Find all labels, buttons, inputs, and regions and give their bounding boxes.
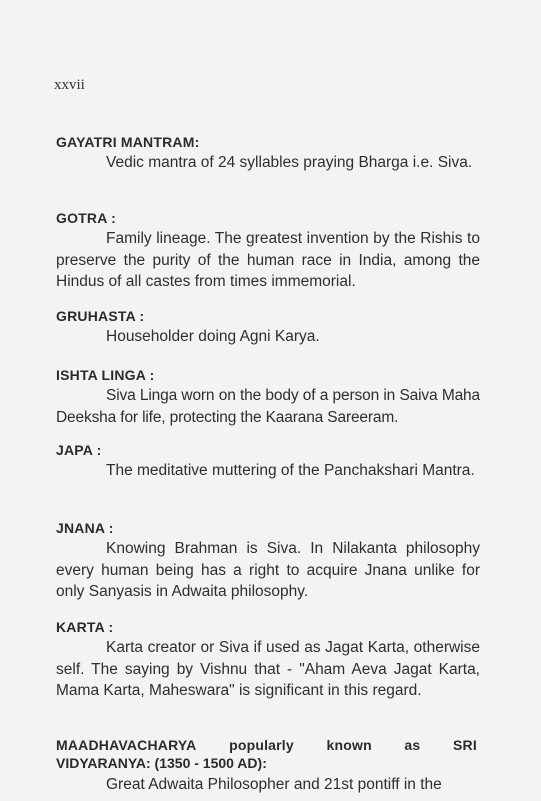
entry-term: JAPA :	[56, 442, 102, 458]
term-word: as	[404, 737, 421, 753]
entry-definition: Householder doing Agni Karya.	[106, 328, 320, 345]
term-word: SRI	[453, 737, 477, 753]
glossary-entry	[56, 442, 480, 482]
glossary-entry	[56, 737, 480, 796]
entry-definition: Vedic mantra of 24 syllables praying Bharga i.e. Siva.	[106, 154, 473, 171]
entry-term: GRUHASTA :	[56, 308, 145, 324]
page-number: xxvii	[54, 77, 85, 93]
term-word: MAADHAVACHARYA	[56, 737, 197, 753]
glossary-entry	[56, 619, 480, 702]
entry-definition: Karta creator or Siva if used as Jagat Karta, otherwise self. The saying by Vishnu that - "Aham Aeva Jagat Karta, Mama Karta, Maheswara" is significant in this regard.	[56, 639, 480, 699]
term-word: popularly	[229, 737, 294, 753]
glossary-entry	[56, 520, 480, 603]
glossary-entry	[56, 134, 480, 174]
entry-term-continued: VIDYARANYA: (1350 - 1500 AD):	[56, 755, 267, 771]
glossary-entry	[56, 308, 480, 348]
glossary-entry	[56, 367, 480, 428]
glossary-entry	[56, 210, 480, 293]
entry-definition: Family lineage. The greatest invention by the Rishis to preserve the purity of the human race in India, among the Hindus of all castes from times immemorial.	[56, 230, 480, 290]
entry-definition: Great Adwaita Philosopher and 21st pontiff in the	[106, 776, 442, 793]
entry-definition: Siva Linga worn on the body of a person in Saiva Maha Deeksha for life, protecting the Kaarana Sareeram.	[56, 387, 480, 426]
entry-term: KARTA :	[56, 619, 114, 635]
entry-definition: Knowing Brahman is Siva. In Nilakanta philosophy every human being has a right to acquire Jnana unlike for only Sanyasis in Adwaita philosophy.	[56, 540, 480, 600]
entry-term: GOTRA :	[56, 210, 116, 226]
term-word: known	[326, 737, 372, 753]
entry-term	[56, 737, 477, 753]
entry-term: GAYATRI MANTRAM:	[56, 134, 200, 150]
entry-term: JNANA :	[56, 520, 114, 536]
entry-definition: The meditative muttering of the Panchakshari Mantra.	[106, 462, 475, 479]
entry-term: ISHTA LINGA :	[56, 367, 155, 383]
